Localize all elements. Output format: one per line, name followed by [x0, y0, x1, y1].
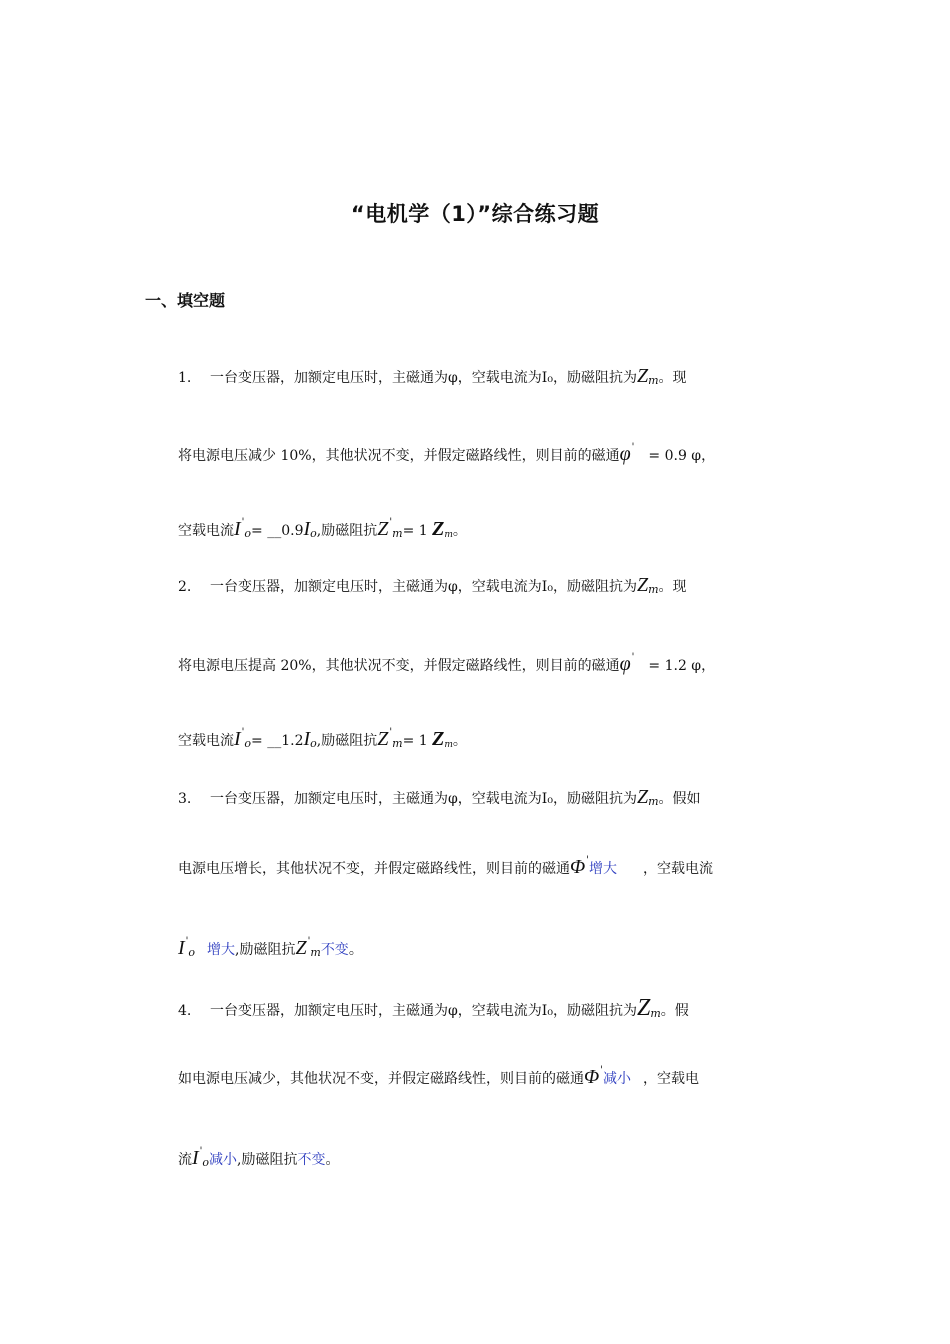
q2-number: 2.: [178, 579, 192, 595]
q3-answer-flux: 增大: [588, 861, 617, 877]
q4-answer-impedance: 不变: [297, 1152, 326, 1168]
q1-line-2: 将电源电压减少 10%，其他状况不变，并假定磁路线性，则目前的磁通φ'= 0.9 φ，: [178, 442, 716, 465]
section-heading: 一、填空题: [145, 291, 226, 310]
q3-number: 3.: [178, 791, 192, 807]
q4-number: 4.: [178, 1003, 192, 1019]
q1-line-1: 1. 一台变压器，加额定电压时，主磁通为φ，空载电流为I₀，励磁阻抗为Zm。现: [178, 365, 687, 387]
q2-line-2: 将电源电压提高 20%，其他状况不变，并假定磁路线性，则目前的磁通φ'= 1.2 φ，: [178, 652, 716, 675]
q3-line-1: 3. 一台变压器，加额定电压时，主磁通为φ，空载电流为I₀，励磁阻抗为Zm。假如: [178, 786, 701, 808]
document-title: “电机学（1）”综合练习题: [350, 202, 600, 226]
q3-answer-current: 增大: [207, 942, 236, 958]
q4-line-3: 流I'o减小,励磁阻抗不变。: [178, 1146, 340, 1169]
q1-line-3: 空载电流I'o= __0.9Io,励磁阻抗Z'm= 1 Zm。: [178, 517, 467, 540]
q2-line-3: 空载电流I'o= __1.2Io,励磁阻抗Z'm= 1 Zm。: [178, 727, 467, 750]
q3-answer-impedance: 不变: [320, 942, 349, 958]
q1-number: 1.: [178, 370, 192, 386]
q2-line-1: 2. 一台变压器，加额定电压时，主磁通为φ，空载电流为I₀，励磁阻抗为Zm。现: [178, 574, 687, 596]
q4-line-1: 4. 一台变压器，加额定电压时，主磁通为φ，空载电流为I₀，励磁阻抗为Zm。假: [178, 995, 689, 1021]
q4-answer-flux: 减小: [602, 1071, 631, 1087]
q4-line-2: 如电源电压减少，其他状况不变，并假定磁路线性，则目前的磁通Φ'减小 ，空载电: [178, 1065, 699, 1088]
q3-line-2: 电源电压增长，其他状况不变，并假定磁路线性，则目前的磁通Φ'增大 ，空载电流: [178, 855, 713, 878]
q3-line-3: I'o 增大,励磁阻抗Z'm不变。: [178, 936, 363, 959]
q4-answer-current: 减小: [209, 1152, 238, 1168]
